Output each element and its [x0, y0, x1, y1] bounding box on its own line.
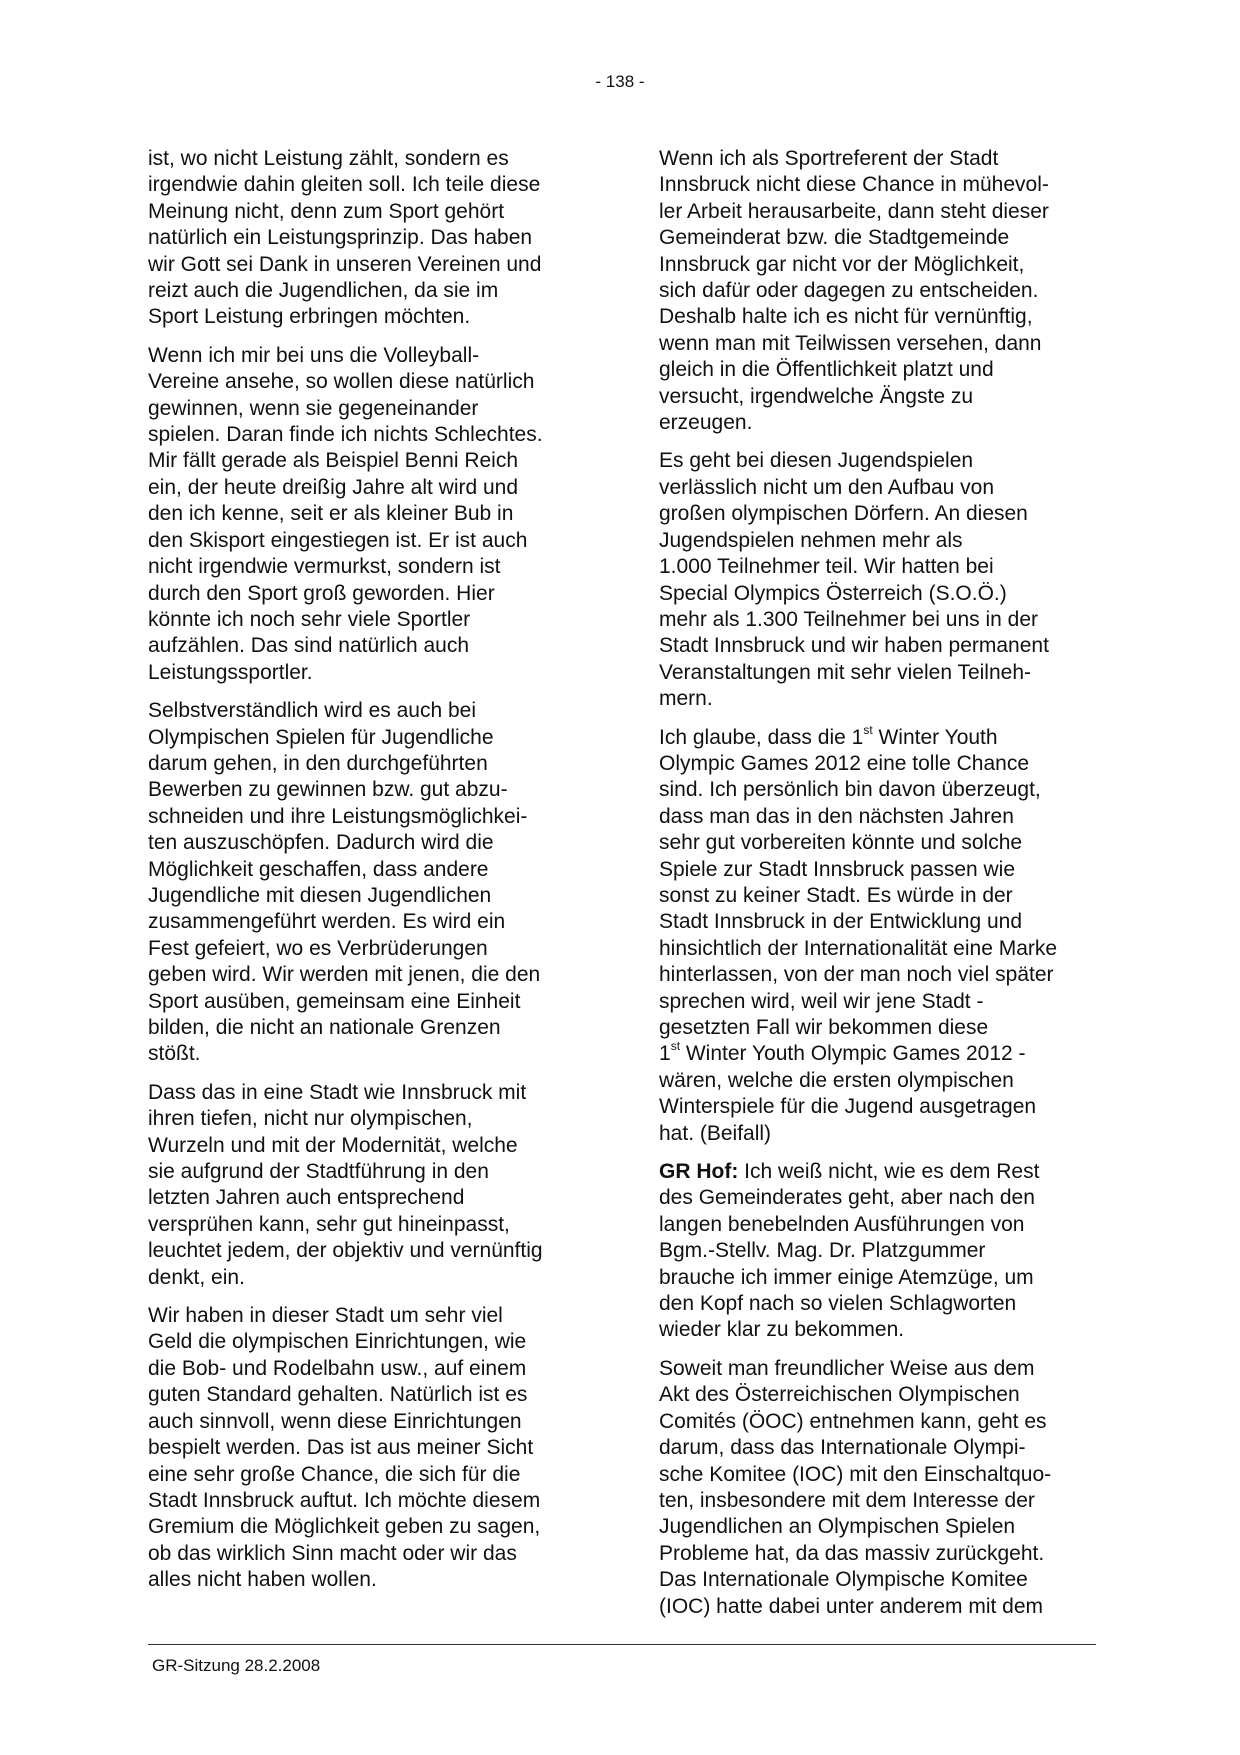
text-line: zusammengeführt werden. Es wird ein	[148, 910, 506, 934]
text-line: reizt auch die Jugendlichen, da sie im	[148, 279, 499, 303]
paragraph	[148, 343, 590, 686]
text-line: die Bob- und Rodelbahn usw., auf einem	[148, 1356, 527, 1380]
text-line: sind. Ich persönlich bin davon überzeugt,	[659, 778, 1041, 802]
text-line: Akt des Österreichischen Olympischen	[659, 1383, 1020, 1407]
paragraph	[659, 722, 1101, 1148]
text-line: Comités (ÖOC) entnehmen kann, geht es	[659, 1409, 1047, 1433]
text-line: Bgm.-Stellv. Mag. Dr. Platzgummer	[659, 1239, 986, 1263]
text-line: Das Internationale Olympische Komitee	[659, 1568, 1028, 1592]
text-line: Innsbruck nicht diese Chance in mühevol-	[659, 173, 1049, 197]
text-line: Sport Leistung erbringen möchten.	[148, 305, 471, 329]
text-line: Jugendliche mit diesen Jugendlichen	[148, 883, 492, 907]
text-line: Winterspiele für die Jugend ausgetragen	[659, 1095, 1037, 1119]
text-line: ler Arbeit herausarbeite, dann steht dieser	[659, 199, 1049, 223]
text-line: ob das wirklich Sinn macht oder wir das	[148, 1541, 517, 1565]
text-line: GR Hof: Ich weiß nicht, wie es dem Rest	[659, 1160, 1040, 1184]
text-line: den ich kenne, seit er als kleiner Bub in	[148, 502, 514, 526]
text-line: ist, wo nicht Leistung zählt, sondern es	[148, 147, 509, 170]
text-line: spielen. Daran finde ich nichts Schlechtes.	[148, 423, 543, 447]
text-line: den Skisport eingestiegen ist. Er ist auch	[148, 528, 528, 552]
text-line: Jugendlichen an Olympischen Spielen	[659, 1515, 1016, 1539]
text-line: ein, der heute dreißig Jahre alt wird und	[148, 475, 519, 499]
text-line: wären, welche die ersten olympischen	[659, 1068, 1014, 1092]
text-line: Wir haben in dieser Stadt um sehr viel	[148, 1304, 503, 1328]
text-line: schneiden und ihre Leistungsmöglichkei-	[148, 804, 528, 828]
paragraph	[659, 146, 1101, 436]
superscript: st	[670, 1039, 681, 1054]
text-line: natürlich ein Leistungsprinzip. Das haben	[148, 226, 533, 250]
text-line: geben wird. Wir werden mit jenen, die den	[148, 963, 541, 987]
text-line: gleich in die Öffentlichkeit platzt und	[659, 358, 994, 382]
footer-session-label: GR-Sitzung 28.2.2008	[152, 1656, 321, 1675]
text-line: den Kopf nach so vielen Schlagworten	[659, 1292, 1017, 1316]
text-line: versprühen kann, sehr gut hineinpasst,	[148, 1212, 510, 1236]
text-line: Wurzeln und mit der Modernität, welche	[148, 1133, 518, 1157]
text-line: Innsbruck gar nicht vor der Möglichkeit,	[659, 252, 1025, 276]
text-line: darum, dass das Internationale Olympi-	[659, 1436, 1026, 1460]
text-line: wenn man mit Teilwissen versehen, dann	[659, 331, 1042, 355]
text-line: Gemeinderat bzw. die Stadtgemeinde	[659, 226, 1010, 250]
text-line: erzeugen.	[659, 411, 753, 435]
text-line: Geld die olympischen Einrichtungen, wie	[148, 1330, 527, 1354]
page-number: - 138 -	[595, 72, 645, 91]
text-line: stößt.	[148, 1042, 201, 1066]
text-line: leuchtet jedem, der objektiv und vernünftig	[148, 1239, 543, 1263]
superscript: st	[863, 722, 873, 737]
text-line: irgendwie dahin gleiten soll. Ich teile diese	[148, 173, 541, 197]
text-line: ten auszuschöpfen. Dadurch wird die	[148, 831, 494, 855]
paragraph	[148, 1303, 590, 1593]
text-line: 1.000 Teilnehmer teil. Wir hatten bei	[659, 555, 994, 579]
text-line: könnte ich noch sehr viele Sportler	[148, 607, 471, 631]
text-line: Bewerben zu gewinnen bzw. gut abzu-	[148, 778, 508, 802]
footer-divider	[148, 1644, 1096, 1645]
paragraph	[659, 1356, 1101, 1620]
text-line: mehr als 1.300 Teilnehmer bei uns in der	[659, 607, 1038, 631]
text-line: Probleme hat, da das massiv zurückgeht.	[659, 1541, 1045, 1565]
text-line: darum gehen, in den durchgeführten	[148, 751, 488, 775]
text-line: großen olympischen Dörfern. An diesen	[659, 502, 1028, 526]
text-line: Jugendspielen nehmen mehr als	[659, 528, 963, 552]
text-line: Mir fällt gerade als Beispiel Benni Reich	[148, 449, 519, 473]
text-line: Stadt Innsbruck auftut. Ich möchte diesem	[148, 1488, 541, 1512]
text-line: brauche ich immer einige Atemzüge, um	[659, 1265, 1034, 1289]
text-line: sprechen wird, weil wir jene Stadt -	[659, 989, 984, 1013]
text-line: hinsichtlich der Internationalität eine Marke	[659, 936, 1058, 960]
text-line: Stadt Innsbruck in der Entwicklung und	[659, 910, 1023, 934]
paragraph	[148, 1080, 590, 1291]
text-line: Möglichkeit geschaffen, dass andere	[148, 857, 489, 881]
paragraph	[148, 146, 590, 331]
text-line: Fest gefeiert, wo es Verbrüderungen	[148, 936, 488, 960]
text-line: Veranstaltungen mit sehr vielen Teilneh-	[659, 660, 1032, 684]
text-line: Dass das in eine Stadt wie Innsbruck mit	[148, 1080, 527, 1104]
text-line: denkt, ein.	[148, 1265, 245, 1289]
paragraph	[659, 1159, 1101, 1344]
text-line: sche Komitee (IOC) mit den Einschaltquo-	[659, 1462, 1052, 1486]
text-line: durch den Sport groß geworden. Hier	[148, 581, 495, 605]
text-line: gesetzten Fall wir bekommen diese	[659, 1016, 989, 1039]
text-line: Es geht bei diesen Jugendspielen	[659, 449, 974, 473]
text-line: sie aufgrund der Stadtführung in den	[148, 1160, 489, 1184]
text-line: mern.	[659, 687, 713, 711]
text-line: gewinnen, wenn sie gegeneinander	[148, 396, 479, 420]
text-line: Vereine ansehe, so wollen diese natürlich	[148, 370, 535, 394]
text-line: Olympic Games 2012 eine tolle Chance	[659, 751, 1030, 775]
text-line: sonst zu keiner Stadt. Es würde in der	[659, 883, 1013, 907]
text-line: auch sinnvoll, wenn diese Einrichtungen	[148, 1409, 522, 1433]
text-line: versucht, irgendwelche Ängste zu	[659, 384, 974, 408]
text-line: Soweit man freundlicher Weise aus dem	[659, 1356, 1035, 1380]
text-line: aufzählen. Das sind natürlich auch	[148, 634, 470, 658]
text-line: Spiele zur Stadt Innsbruck passen wie	[659, 857, 1016, 881]
text-line: Ich glaube, dass die 1st Winter Youth	[659, 722, 998, 749]
speaker-name: GR Hof:	[659, 1160, 739, 1184]
text-line: Wenn ich mir bei uns die Volleyball-	[148, 343, 480, 367]
text-line: alles nicht haben wollen.	[148, 1568, 377, 1592]
text-line: ihren tiefen, nicht nur olympischen,	[148, 1107, 473, 1131]
text-line: Gremium die Möglichkeit geben zu sagen,	[148, 1515, 541, 1539]
text-line: Meinung nicht, denn zum Sport gehört	[148, 199, 505, 223]
text-line: Sport ausüben, gemeinsam eine Einheit	[148, 989, 521, 1013]
text-line: eine sehr große Chance, die sich für die	[148, 1462, 521, 1486]
text-line: Wenn ich als Sportreferent der Stadt	[659, 147, 999, 170]
text-line: hat. (Beifall)	[659, 1121, 772, 1145]
text-line: dass man das in den nächsten Jahren	[659, 804, 1014, 828]
text-line: sich dafür oder dagegen zu entscheiden.	[659, 279, 1039, 303]
text-line: Deshalb halte ich es nicht für vernünftig,	[659, 305, 1033, 329]
text-line: guten Standard gehalten. Natürlich ist es	[148, 1383, 528, 1407]
text-line: Stadt Innsbruck und wir haben permanent	[659, 634, 1049, 658]
text-line: Special Olympics Österreich (S.O.Ö.)	[659, 581, 1007, 605]
text-line: Leistungssportler.	[148, 660, 313, 684]
text-line: langen benebelnden Ausführungen von	[659, 1212, 1025, 1236]
text-line: nicht irgendwie vermurkst, sondern ist	[148, 555, 501, 579]
left-column	[148, 146, 590, 1606]
text-line: bilden, die nicht an nationale Grenzen	[148, 1016, 501, 1039]
paragraph	[659, 448, 1101, 712]
right-column	[659, 146, 1101, 1632]
text-line: wir Gott sei Dank in unseren Vereinen und	[148, 252, 542, 276]
text-line: bespielt werden. Das ist aus meiner Sicht	[148, 1436, 534, 1460]
text-line: 1st Winter Youth Olympic Games 2012 -	[659, 1039, 1026, 1066]
text-line: Selbstverständlich wird es auch bei	[148, 699, 477, 723]
text-line: letzten Jahren auch entsprechend	[148, 1186, 465, 1210]
text-line: Olympischen Spielen für Jugendliche	[148, 725, 494, 749]
text-line: sehr gut vorbereiten könnte und solche	[659, 831, 1023, 855]
text-line: wieder klar zu bekommen.	[659, 1318, 905, 1342]
text-line: ten, insbesondere mit dem Interesse der	[659, 1488, 1035, 1512]
text-line: des Gemeinderates geht, aber nach den	[659, 1186, 1035, 1210]
text-line: verlässlich nicht um den Aufbau von	[659, 475, 995, 499]
paragraph	[148, 698, 590, 1068]
text-line: (IOC) hatte dabei unter anderem mit dem	[659, 1594, 1044, 1618]
text-line: hinterlassen, von der man noch viel später	[659, 963, 1054, 987]
